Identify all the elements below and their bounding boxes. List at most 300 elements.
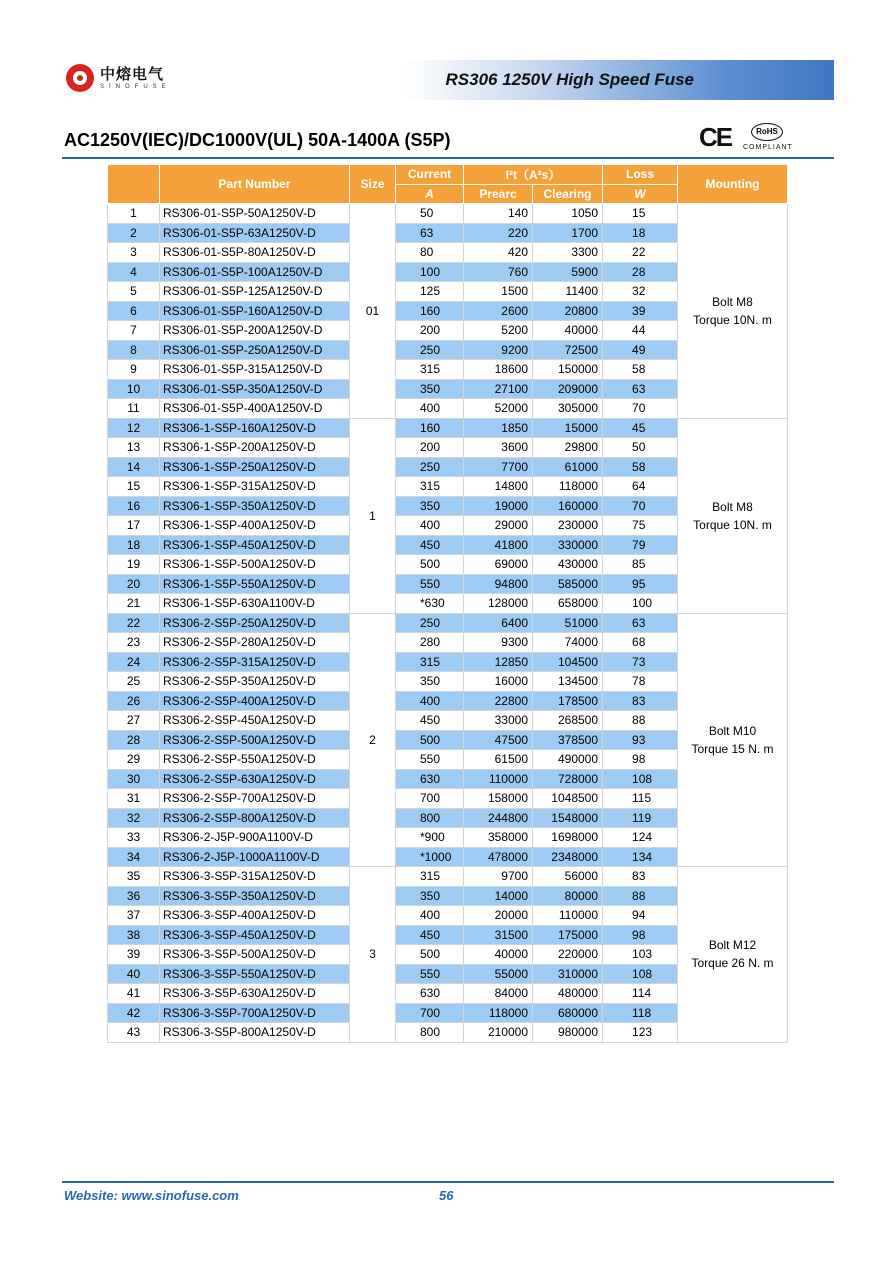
- prearc-cell: 19000: [464, 496, 533, 516]
- row-number: 17: [108, 516, 160, 536]
- mounting-line: Bolt M12: [708, 938, 757, 953]
- current-cell: 250: [396, 457, 464, 477]
- clearing-cell: 104500: [533, 652, 603, 672]
- clearing-cell: 378500: [533, 730, 603, 750]
- brand-logo: [66, 64, 171, 92]
- current-cell: 200: [396, 438, 464, 458]
- loss-cell: 100: [603, 594, 678, 614]
- row-number: 4: [108, 262, 160, 282]
- table-row: [108, 867, 788, 887]
- clearing-cell: 230000: [533, 516, 603, 536]
- clearing-cell: 1048500: [533, 789, 603, 809]
- row-number: 42: [108, 1003, 160, 1023]
- current-cell: 160: [396, 301, 464, 321]
- row-number: 40: [108, 964, 160, 984]
- current-cell: 125: [396, 282, 464, 302]
- row-number: 43: [108, 1023, 160, 1043]
- loss-cell: 115: [603, 789, 678, 809]
- loss-cell: 49: [603, 340, 678, 360]
- part-number-cell: RS306-3-S5P-315A1250V-D: [160, 867, 350, 887]
- part-number-cell: RS306-3-S5P-700A1250V-D: [160, 1003, 350, 1023]
- clearing-cell: 1548000: [533, 808, 603, 828]
- part-number-cell: RS306-3-S5P-350A1250V-D: [160, 886, 350, 906]
- prearc-cell: 244800: [464, 808, 533, 828]
- prearc-cell: 14000: [464, 886, 533, 906]
- mounting-line: Bolt M10: [708, 723, 757, 738]
- prearc-cell: 55000: [464, 964, 533, 984]
- row-number: 18: [108, 535, 160, 555]
- prearc-cell: 478000: [464, 847, 533, 867]
- part-number-cell: RS306-01-S5P-200A1250V-D: [160, 321, 350, 341]
- part-number-cell: RS306-1-S5P-350A1250V-D: [160, 496, 350, 516]
- clearing-cell: 5900: [533, 262, 603, 282]
- clearing-cell: 175000: [533, 925, 603, 945]
- loss-cell: 78: [603, 672, 678, 692]
- loss-cell: 83: [603, 691, 678, 711]
- footer-website[interactable]: Website: www.sinofuse.com: [64, 1188, 239, 1203]
- clearing-cell: 72500: [533, 340, 603, 360]
- current-cell: 700: [396, 1003, 464, 1023]
- row-number: 13: [108, 438, 160, 458]
- loss-cell: 118: [603, 1003, 678, 1023]
- current-cell: 400: [396, 399, 464, 419]
- clearing-cell: 1700: [533, 223, 603, 243]
- rohs-mark-icon: RoHS: [751, 123, 783, 141]
- row-number: 24: [108, 652, 160, 672]
- current-cell: 250: [396, 340, 464, 360]
- row-number: 22: [108, 613, 160, 633]
- logo-icon: [66, 64, 94, 92]
- current-cell: 50: [396, 204, 464, 224]
- loss-cell: 73: [603, 652, 678, 672]
- loss-cell: 85: [603, 555, 678, 575]
- row-number: 23: [108, 633, 160, 653]
- part-number-cell: RS306-01-S5P-125A1250V-D: [160, 282, 350, 302]
- current-cell: 250: [396, 613, 464, 633]
- clearing-cell: 220000: [533, 945, 603, 965]
- clearing-cell: 56000: [533, 867, 603, 887]
- loss-cell: 98: [603, 925, 678, 945]
- loss-cell: 123: [603, 1023, 678, 1043]
- clearing-cell: 209000: [533, 379, 603, 399]
- clearing-cell: 1050: [533, 204, 603, 224]
- loss-cell: 114: [603, 984, 678, 1004]
- clearing-cell: 118000: [533, 477, 603, 497]
- loss-cell: 70: [603, 399, 678, 419]
- part-number-cell: RS306-2-J5P-900A1100V-D: [160, 828, 350, 848]
- row-number: 11: [108, 399, 160, 419]
- prearc-cell: 22800: [464, 691, 533, 711]
- part-number-cell: RS306-1-S5P-400A1250V-D: [160, 516, 350, 536]
- part-number-cell: RS306-01-S5P-315A1250V-D: [160, 360, 350, 380]
- clearing-cell: 2348000: [533, 847, 603, 867]
- loss-cell: 134: [603, 847, 678, 867]
- part-number-cell: RS306-1-S5P-315A1250V-D: [160, 477, 350, 497]
- prearc-cell: 2600: [464, 301, 533, 321]
- current-cell: 800: [396, 808, 464, 828]
- header-current-unit: A: [396, 184, 464, 204]
- row-number: 2: [108, 223, 160, 243]
- clearing-cell: 310000: [533, 964, 603, 984]
- current-cell: 630: [396, 769, 464, 789]
- prearc-cell: 420: [464, 243, 533, 263]
- part-number-cell: RS306-2-S5P-500A1250V-D: [160, 730, 350, 750]
- current-cell: 350: [396, 496, 464, 516]
- clearing-cell: 268500: [533, 711, 603, 731]
- mounting-cell: [678, 418, 788, 613]
- row-number: 3: [108, 243, 160, 263]
- part-number-cell: RS306-2-S5P-250A1250V-D: [160, 613, 350, 633]
- part-number-cell: RS306-01-S5P-250A1250V-D: [160, 340, 350, 360]
- row-number: 8: [108, 340, 160, 360]
- row-number: 20: [108, 574, 160, 594]
- clearing-cell: 490000: [533, 750, 603, 770]
- current-cell: 200: [396, 321, 464, 341]
- row-number: 27: [108, 711, 160, 731]
- row-number: 12: [108, 418, 160, 438]
- logo-text: [100, 64, 171, 90]
- clearing-cell: 61000: [533, 457, 603, 477]
- part-number-cell: RS306-01-S5P-50A1250V-D: [160, 204, 350, 224]
- row-number: 16: [108, 496, 160, 516]
- row-number: 26: [108, 691, 160, 711]
- current-cell: 550: [396, 964, 464, 984]
- prearc-cell: 118000: [464, 1003, 533, 1023]
- prearc-cell: 33000: [464, 711, 533, 731]
- page-header: [62, 58, 834, 100]
- current-cell: 800: [396, 1023, 464, 1043]
- header-index: [108, 165, 160, 204]
- part-number-cell: RS306-2-S5P-630A1250V-D: [160, 769, 350, 789]
- current-cell: 550: [396, 574, 464, 594]
- clearing-cell: 20800: [533, 301, 603, 321]
- part-number-cell: RS306-2-S5P-400A1250V-D: [160, 691, 350, 711]
- row-number: 34: [108, 847, 160, 867]
- row-number: 21: [108, 594, 160, 614]
- clearing-cell: 658000: [533, 594, 603, 614]
- row-number: 35: [108, 867, 160, 887]
- prearc-cell: 210000: [464, 1023, 533, 1043]
- current-cell: 280: [396, 633, 464, 653]
- current-cell: 450: [396, 535, 464, 555]
- part-number-cell: RS306-3-S5P-550A1250V-D: [160, 964, 350, 984]
- loss-cell: 103: [603, 945, 678, 965]
- mounting-cell: [678, 204, 788, 419]
- row-number: 6: [108, 301, 160, 321]
- current-cell: 350: [396, 886, 464, 906]
- prearc-cell: 9200: [464, 340, 533, 360]
- current-cell: 450: [396, 925, 464, 945]
- prearc-cell: 760: [464, 262, 533, 282]
- clearing-cell: 1698000: [533, 828, 603, 848]
- table-body: [108, 204, 788, 1043]
- table-row: [108, 418, 788, 438]
- header-prearc: Prearc: [464, 184, 533, 204]
- current-cell: 500: [396, 730, 464, 750]
- prearc-cell: 158000: [464, 789, 533, 809]
- prearc-cell: 94800: [464, 574, 533, 594]
- prearc-cell: 14800: [464, 477, 533, 497]
- loss-cell: 88: [603, 886, 678, 906]
- clearing-cell: 29800: [533, 438, 603, 458]
- prearc-cell: 27100: [464, 379, 533, 399]
- part-number-cell: RS306-3-S5P-400A1250V-D: [160, 906, 350, 926]
- current-cell: 350: [396, 379, 464, 399]
- part-number-cell: RS306-01-S5P-80A1250V-D: [160, 243, 350, 263]
- row-number: 25: [108, 672, 160, 692]
- mounting-line: Torque 26 N. m: [691, 956, 774, 971]
- loss-cell: 108: [603, 769, 678, 789]
- loss-cell: 83: [603, 867, 678, 887]
- fuse-spec-table: [107, 164, 788, 1043]
- prearc-cell: 20000: [464, 906, 533, 926]
- clearing-cell: 3300: [533, 243, 603, 263]
- loss-cell: 22: [603, 243, 678, 263]
- current-cell: 400: [396, 906, 464, 926]
- row-number: 36: [108, 886, 160, 906]
- row-number: 32: [108, 808, 160, 828]
- part-number-cell: RS306-2-J5P-1000A1100V-D: [160, 847, 350, 867]
- row-number: 15: [108, 477, 160, 497]
- mounting-cell: [678, 867, 788, 1043]
- prearc-cell: 5200: [464, 321, 533, 341]
- prearc-cell: 110000: [464, 769, 533, 789]
- loss-cell: 119: [603, 808, 678, 828]
- row-number: 31: [108, 789, 160, 809]
- part-number-cell: RS306-2-S5P-280A1250V-D: [160, 633, 350, 653]
- current-cell: 80: [396, 243, 464, 263]
- current-cell: *630: [396, 594, 464, 614]
- prearc-cell: 128000: [464, 594, 533, 614]
- clearing-cell: 430000: [533, 555, 603, 575]
- section-title: AC1250V(IEC)/DC1000V(UL) 50A-1400A (S5P): [64, 130, 451, 150]
- loss-cell: 88: [603, 711, 678, 731]
- row-number: 41: [108, 984, 160, 1004]
- prearc-cell: 41800: [464, 535, 533, 555]
- loss-cell: 58: [603, 360, 678, 380]
- part-number-cell: RS306-3-S5P-450A1250V-D: [160, 925, 350, 945]
- header-i2t: I²t（A²s）: [464, 165, 603, 185]
- rohs-compliant-label: COMPLIANT: [743, 144, 793, 151]
- part-number-cell: RS306-1-S5P-500A1250V-D: [160, 555, 350, 575]
- clearing-cell: 110000: [533, 906, 603, 926]
- header-mounting: Mounting: [678, 165, 788, 204]
- ce-mark-icon: CE: [699, 122, 732, 152]
- loss-cell: 63: [603, 613, 678, 633]
- part-number-cell: RS306-1-S5P-200A1250V-D: [160, 438, 350, 458]
- mounting-cell: [678, 613, 788, 867]
- mounting-line: Torque 10N. m: [693, 312, 772, 327]
- clearing-cell: 980000: [533, 1023, 603, 1043]
- part-number-cell: RS306-01-S5P-400A1250V-D: [160, 399, 350, 419]
- loss-cell: 63: [603, 379, 678, 399]
- current-cell: 400: [396, 516, 464, 536]
- loss-cell: 75: [603, 516, 678, 536]
- row-number: 39: [108, 945, 160, 965]
- part-number-cell: RS306-01-S5P-100A1250V-D: [160, 262, 350, 282]
- prearc-cell: 12850: [464, 652, 533, 672]
- loss-cell: 108: [603, 964, 678, 984]
- prearc-cell: 52000: [464, 399, 533, 419]
- loss-cell: 70: [603, 496, 678, 516]
- row-number: 37: [108, 906, 160, 926]
- row-number: 7: [108, 321, 160, 341]
- current-cell: 160: [396, 418, 464, 438]
- prearc-cell: 40000: [464, 945, 533, 965]
- row-number: 29: [108, 750, 160, 770]
- part-number-cell: RS306-2-S5P-450A1250V-D: [160, 711, 350, 731]
- loss-cell: 32: [603, 282, 678, 302]
- row-number: 14: [108, 457, 160, 477]
- row-number: 9: [108, 360, 160, 380]
- current-cell: 315: [396, 360, 464, 380]
- clearing-cell: 51000: [533, 613, 603, 633]
- current-cell: 500: [396, 555, 464, 575]
- row-number: 19: [108, 555, 160, 575]
- prearc-cell: 9300: [464, 633, 533, 653]
- row-number: 38: [108, 925, 160, 945]
- prearc-cell: 358000: [464, 828, 533, 848]
- clearing-cell: 585000: [533, 574, 603, 594]
- prearc-cell: 47500: [464, 730, 533, 750]
- prearc-cell: 3600: [464, 438, 533, 458]
- part-number-cell: RS306-1-S5P-630A1100V-D: [160, 594, 350, 614]
- current-cell: 315: [396, 652, 464, 672]
- current-cell: 450: [396, 711, 464, 731]
- clearing-cell: 305000: [533, 399, 603, 419]
- clearing-cell: 134500: [533, 672, 603, 692]
- clearing-cell: 178500: [533, 691, 603, 711]
- current-cell: 63: [396, 223, 464, 243]
- clearing-cell: 330000: [533, 535, 603, 555]
- part-number-cell: RS306-01-S5P-160A1250V-D: [160, 301, 350, 321]
- part-number-cell: RS306-3-S5P-500A1250V-D: [160, 945, 350, 965]
- prearc-cell: 18600: [464, 360, 533, 380]
- clearing-cell: 15000: [533, 418, 603, 438]
- part-number-cell: RS306-3-S5P-800A1250V-D: [160, 1023, 350, 1043]
- row-number: 28: [108, 730, 160, 750]
- prearc-cell: 220: [464, 223, 533, 243]
- clearing-cell: 74000: [533, 633, 603, 653]
- loss-cell: 64: [603, 477, 678, 497]
- loss-cell: 15: [603, 204, 678, 224]
- prearc-cell: 9700: [464, 867, 533, 887]
- prearc-cell: 69000: [464, 555, 533, 575]
- logo-english-name: SINOFUSE: [100, 83, 171, 90]
- row-number: 33: [108, 828, 160, 848]
- size-cell: 3: [350, 867, 396, 1043]
- loss-cell: 28: [603, 262, 678, 282]
- certification-marks: [697, 122, 797, 156]
- logo-chinese-name: 中熔电气: [100, 64, 165, 83]
- mounting-line: Bolt M8: [712, 294, 753, 309]
- prearc-cell: 31500: [464, 925, 533, 945]
- current-cell: 630: [396, 984, 464, 1004]
- part-number-cell: RS306-1-S5P-250A1250V-D: [160, 457, 350, 477]
- prearc-cell: 7700: [464, 457, 533, 477]
- page-number: 56: [439, 1188, 454, 1203]
- header-current: Current: [396, 165, 464, 185]
- loss-cell: 95: [603, 574, 678, 594]
- table-row: [108, 204, 788, 224]
- part-number-cell: RS306-2-S5P-550A1250V-D: [160, 750, 350, 770]
- row-number: 10: [108, 379, 160, 399]
- mounting-line: Bolt M8: [712, 499, 753, 514]
- clearing-cell: 11400: [533, 282, 603, 302]
- prearc-cell: 61500: [464, 750, 533, 770]
- clearing-cell: 150000: [533, 360, 603, 380]
- clearing-cell: 480000: [533, 984, 603, 1004]
- header-size: Size: [350, 165, 396, 204]
- part-number-cell: RS306-2-S5P-800A1250V-D: [160, 808, 350, 828]
- loss-cell: 45: [603, 418, 678, 438]
- loss-cell: 93: [603, 730, 678, 750]
- prearc-cell: 1850: [464, 418, 533, 438]
- table-header: [108, 165, 788, 204]
- title-divider: [62, 157, 834, 159]
- row-number: 30: [108, 769, 160, 789]
- current-cell: 550: [396, 750, 464, 770]
- loss-cell: 79: [603, 535, 678, 555]
- loss-cell: 44: [603, 321, 678, 341]
- part-number-cell: RS306-01-S5P-63A1250V-D: [160, 223, 350, 243]
- loss-cell: 124: [603, 828, 678, 848]
- current-cell: 315: [396, 477, 464, 497]
- prearc-cell: 6400: [464, 613, 533, 633]
- part-number-cell: RS306-2-S5P-350A1250V-D: [160, 672, 350, 692]
- current-cell: *1000: [396, 847, 464, 867]
- clearing-cell: 160000: [533, 496, 603, 516]
- clearing-cell: 80000: [533, 886, 603, 906]
- part-number-cell: RS306-3-S5P-630A1250V-D: [160, 984, 350, 1004]
- part-number-cell: RS306-1-S5P-550A1250V-D: [160, 574, 350, 594]
- current-cell: *900: [396, 828, 464, 848]
- prearc-cell: 84000: [464, 984, 533, 1004]
- loss-cell: 94: [603, 906, 678, 926]
- footer-divider: [62, 1181, 834, 1183]
- size-cell: 01: [350, 204, 396, 419]
- loss-cell: 58: [603, 457, 678, 477]
- table-row: [108, 613, 788, 633]
- document-title: RS306 1250V High Speed Fuse: [445, 70, 694, 89]
- current-cell: 700: [396, 789, 464, 809]
- clearing-cell: 680000: [533, 1003, 603, 1023]
- mounting-line: Torque 15 N. m: [691, 741, 774, 756]
- row-number: 5: [108, 282, 160, 302]
- current-cell: 350: [396, 672, 464, 692]
- current-cell: 100: [396, 262, 464, 282]
- loss-cell: 50: [603, 438, 678, 458]
- prearc-cell: 140: [464, 204, 533, 224]
- part-number-cell: RS306-2-S5P-315A1250V-D: [160, 652, 350, 672]
- part-number-cell: RS306-1-S5P-450A1250V-D: [160, 535, 350, 555]
- current-cell: 400: [396, 691, 464, 711]
- prearc-cell: 29000: [464, 516, 533, 536]
- part-number-cell: RS306-1-S5P-160A1250V-D: [160, 418, 350, 438]
- header-clearing: Clearing: [533, 184, 603, 204]
- current-cell: 315: [396, 867, 464, 887]
- clearing-cell: 728000: [533, 769, 603, 789]
- prearc-cell: 1500: [464, 282, 533, 302]
- size-cell: 1: [350, 418, 396, 613]
- current-cell: 500: [396, 945, 464, 965]
- mounting-line: Torque 10N. m: [693, 517, 772, 532]
- size-cell: 2: [350, 613, 396, 867]
- header-loss: Loss: [603, 165, 678, 185]
- part-number-cell: RS306-01-S5P-350A1250V-D: [160, 379, 350, 399]
- loss-cell: 39: [603, 301, 678, 321]
- part-number-cell: RS306-2-S5P-700A1250V-D: [160, 789, 350, 809]
